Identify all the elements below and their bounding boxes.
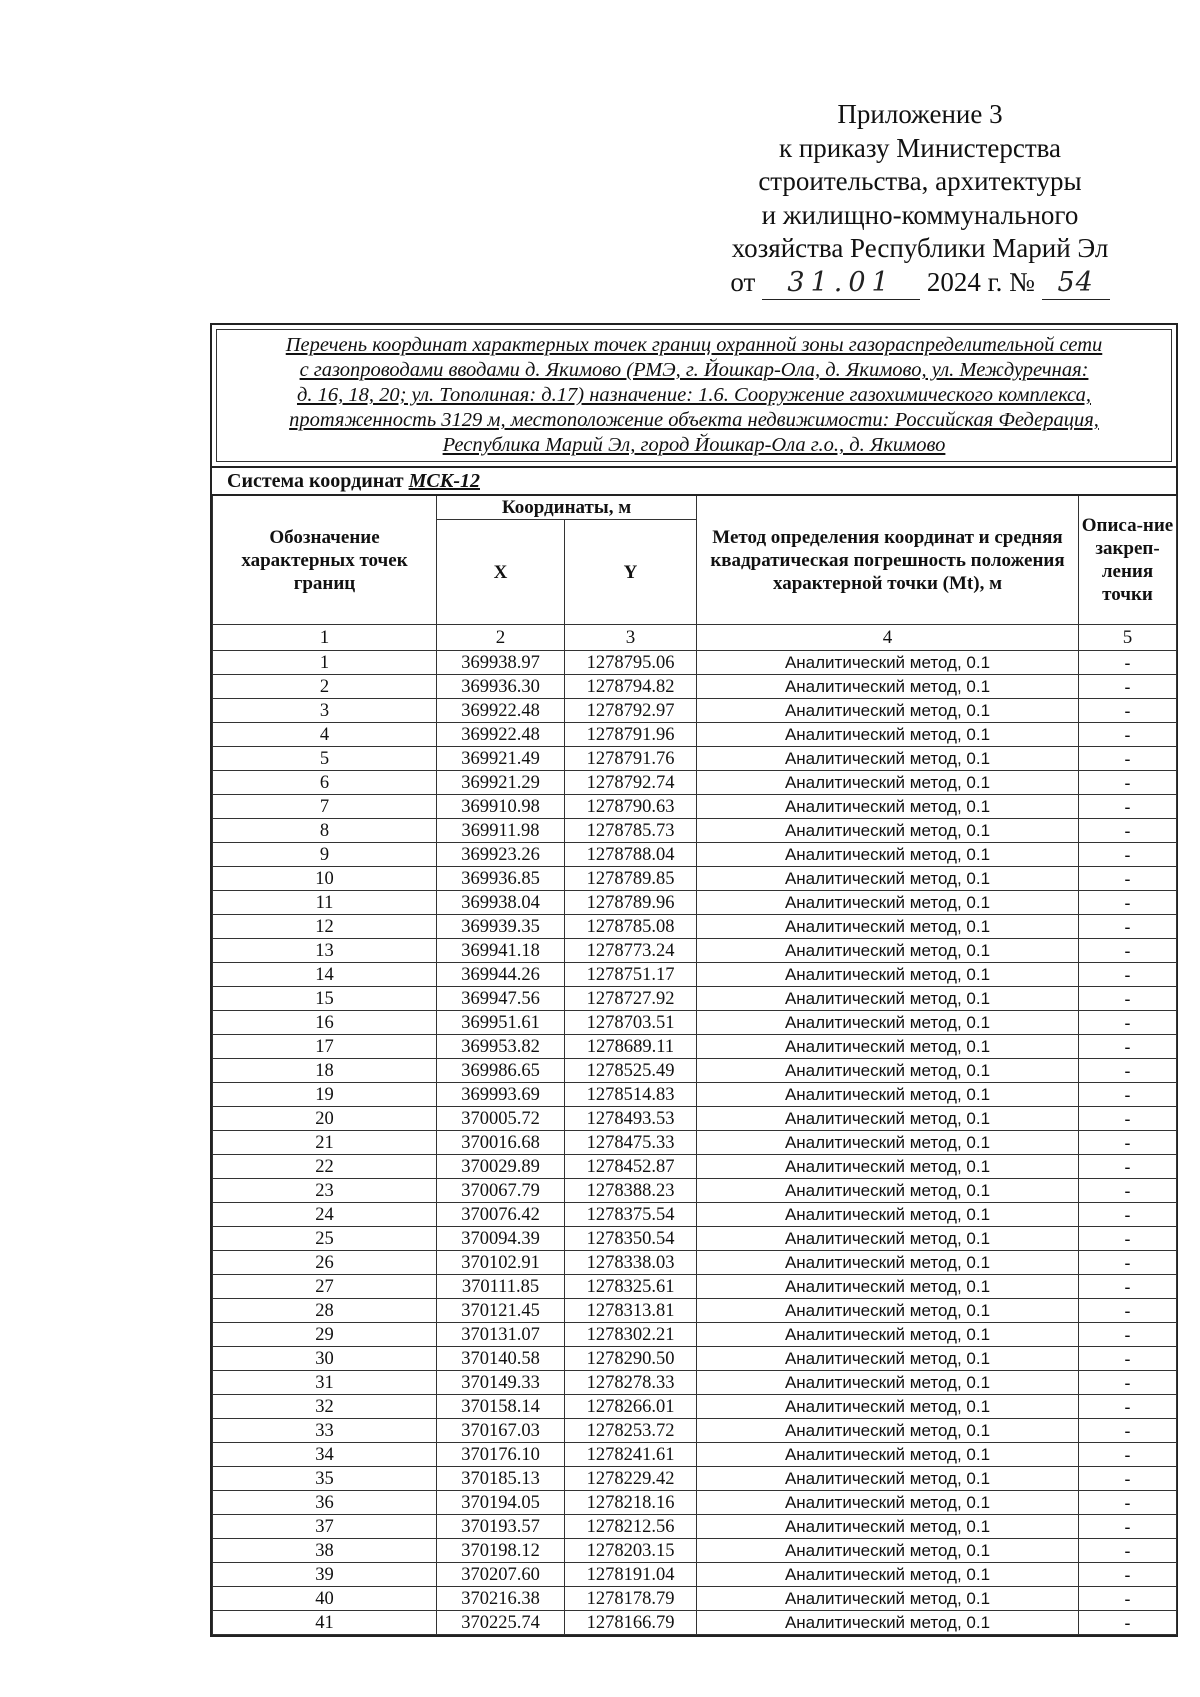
header-designation: Обозначение характерных точек границ — [213, 495, 437, 625]
point-number-cell: 14 — [213, 963, 437, 987]
column-number: 4 — [697, 625, 1079, 651]
y-coordinate-cell: 1278229.42 — [565, 1467, 697, 1491]
method-cell: Аналитический метод, 0.1 — [697, 1227, 1079, 1251]
caption-line: Перечень координат характерных точек границ охранной зоны газораспределительной сети — [285, 334, 1103, 356]
description-cell: - — [1079, 651, 1177, 675]
point-number-cell: 27 — [213, 1275, 437, 1299]
point-number-cell: 30 — [213, 1347, 437, 1371]
table-row — [213, 1083, 1177, 1107]
coordinate-system-row — [212, 466, 1176, 494]
method-cell: Аналитический метод, 0.1 — [697, 1515, 1079, 1539]
y-coordinate-cell: 1278514.83 — [565, 1083, 697, 1107]
method-cell: Аналитический метод, 0.1 — [697, 1467, 1079, 1491]
y-coordinate-cell: 1278388.23 — [565, 1179, 697, 1203]
x-coordinate-cell: 370029.89 — [437, 1155, 565, 1179]
x-coordinate-cell: 370140.58 — [437, 1347, 565, 1371]
point-number-cell: 35 — [213, 1467, 437, 1491]
table-row — [213, 1419, 1177, 1443]
table-row — [213, 771, 1177, 795]
point-number-cell: 5 — [213, 747, 437, 771]
method-cell: Аналитический метод, 0.1 — [697, 1083, 1079, 1107]
x-coordinate-cell: 369993.69 — [437, 1083, 565, 1107]
table-row — [213, 1371, 1177, 1395]
table-row — [213, 1611, 1177, 1635]
method-cell: Аналитический метод, 0.1 — [697, 1347, 1079, 1371]
y-coordinate-cell: 1278325.61 — [565, 1275, 697, 1299]
x-coordinate-cell: 370158.14 — [437, 1395, 565, 1419]
appendix-line: и жилищно-коммунального — [761, 199, 1079, 230]
point-number-cell: 19 — [213, 1083, 437, 1107]
appendix-line: хозяйства Республики Марий Эл — [731, 233, 1109, 263]
table-row — [213, 1179, 1177, 1203]
header-y: Y — [565, 520, 697, 625]
point-number-cell: 40 — [213, 1587, 437, 1611]
table-row — [213, 1059, 1177, 1083]
order-date-line — [700, 266, 1140, 301]
y-coordinate-cell: 1278751.17 — [565, 963, 697, 987]
table-row — [213, 915, 1177, 939]
y-coordinate-cell: 1278191.04 — [565, 1563, 697, 1587]
table-row — [213, 1323, 1177, 1347]
x-coordinate-cell: 370185.13 — [437, 1467, 565, 1491]
x-coordinate-cell: 369911.98 — [437, 819, 565, 843]
method-cell: Аналитический метод, 0.1 — [697, 1203, 1079, 1227]
table-row — [213, 867, 1177, 891]
point-number-cell: 25 — [213, 1227, 437, 1251]
x-coordinate-cell: 370216.38 — [437, 1587, 565, 1611]
table-row — [213, 1299, 1177, 1323]
method-cell: Аналитический метод, 0.1 — [697, 1563, 1079, 1587]
point-number-cell: 8 — [213, 819, 437, 843]
point-number-cell: 31 — [213, 1371, 437, 1395]
x-coordinate-cell: 369922.48 — [437, 723, 565, 747]
method-cell: Аналитический метод, 0.1 — [697, 795, 1079, 819]
appendix-line: к приказу Министерства — [778, 132, 1062, 163]
method-cell: Аналитический метод, 0.1 — [697, 1131, 1079, 1155]
method-cell: Аналитический метод, 0.1 — [697, 891, 1079, 915]
table-row — [213, 1443, 1177, 1467]
table-row — [213, 843, 1177, 867]
point-number-cell: 39 — [213, 1563, 437, 1587]
point-number-cell: 10 — [213, 867, 437, 891]
table-row — [213, 1515, 1177, 1539]
table-row — [213, 963, 1177, 987]
y-coordinate-cell: 1278452.87 — [565, 1155, 697, 1179]
method-cell: Аналитический метод, 0.1 — [697, 843, 1079, 867]
description-cell: - — [1079, 1155, 1177, 1179]
point-number-cell: 34 — [213, 1443, 437, 1467]
x-coordinate-cell: 370067.79 — [437, 1179, 565, 1203]
x-coordinate-cell: 370225.74 — [437, 1611, 565, 1635]
y-coordinate-cell: 1278313.81 — [565, 1299, 697, 1323]
description-cell: - — [1079, 1515, 1177, 1539]
table-row — [213, 891, 1177, 915]
x-coordinate-cell: 369944.26 — [437, 963, 565, 987]
x-coordinate-cell: 369941.18 — [437, 939, 565, 963]
appendix-line: строительства, архитектуры — [758, 166, 1082, 196]
method-cell: Аналитический метод, 0.1 — [697, 1299, 1079, 1323]
table-row — [213, 987, 1177, 1011]
y-coordinate-cell: 1278493.53 — [565, 1107, 697, 1131]
table-row — [213, 675, 1177, 699]
method-cell: Аналитический метод, 0.1 — [697, 1491, 1079, 1515]
description-cell: - — [1079, 771, 1177, 795]
x-coordinate-cell: 369936.85 — [437, 867, 565, 891]
description-cell: - — [1079, 1347, 1177, 1371]
point-number-cell: 24 — [213, 1203, 437, 1227]
method-cell: Аналитический метод, 0.1 — [697, 1107, 1079, 1131]
table-row — [213, 1155, 1177, 1179]
x-coordinate-cell: 370131.07 — [437, 1323, 565, 1347]
x-coordinate-cell: 370167.03 — [437, 1419, 565, 1443]
x-coordinate-cell: 370111.85 — [437, 1275, 565, 1299]
x-coordinate-cell: 370149.33 — [437, 1371, 565, 1395]
y-coordinate-cell: 1278525.49 — [565, 1059, 697, 1083]
method-cell: Аналитический метод, 0.1 — [697, 1179, 1079, 1203]
point-number-cell: 17 — [213, 1035, 437, 1059]
method-cell: Аналитический метод, 0.1 — [697, 1035, 1079, 1059]
caption-line: протяженность 3129 м, местоположение объекта недвижимости: Российская Федерация, — [289, 409, 1099, 431]
x-coordinate-cell: 370193.57 — [437, 1515, 565, 1539]
method-cell: Аналитический метод, 0.1 — [697, 1011, 1079, 1035]
x-coordinate-cell: 370016.68 — [437, 1131, 565, 1155]
table-row — [213, 1251, 1177, 1275]
description-cell: - — [1079, 1539, 1177, 1563]
caption-line: д. 16, 18, 20; ул. Тополиная: д.17) назначение: 1.6. Сооружение газохимического комплекса, — [296, 384, 1091, 406]
y-coordinate-cell: 1278689.11 — [565, 1035, 697, 1059]
coordinate-system-value: МСК-12 — [408, 470, 480, 492]
points-table-body — [213, 495, 1177, 1635]
point-number-cell: 20 — [213, 1107, 437, 1131]
y-coordinate-cell: 1278794.82 — [565, 675, 697, 699]
y-coordinate-cell: 1278785.08 — [565, 915, 697, 939]
column-number-row — [213, 625, 1177, 651]
y-coordinate-cell: 1278241.61 — [565, 1443, 697, 1467]
description-cell: - — [1079, 1035, 1177, 1059]
y-coordinate-cell: 1278792.74 — [565, 771, 697, 795]
column-number: 5 — [1079, 625, 1177, 651]
description-cell: - — [1079, 1443, 1177, 1467]
x-coordinate-cell: 369922.48 — [437, 699, 565, 723]
description-cell: - — [1079, 1395, 1177, 1419]
description-cell: - — [1079, 1179, 1177, 1203]
description-cell: - — [1079, 747, 1177, 771]
method-cell: Аналитический метод, 0.1 — [697, 1155, 1079, 1179]
method-cell: Аналитический метод, 0.1 — [697, 1323, 1079, 1347]
points-table — [212, 494, 1177, 1635]
x-coordinate-cell: 369986.65 — [437, 1059, 565, 1083]
method-cell: Аналитический метод, 0.1 — [697, 915, 1079, 939]
y-coordinate-cell: 1278773.24 — [565, 939, 697, 963]
description-cell: - — [1079, 1563, 1177, 1587]
method-cell: Аналитический метод, 0.1 — [697, 1395, 1079, 1419]
point-number-cell: 33 — [213, 1419, 437, 1443]
description-cell: - — [1079, 1107, 1177, 1131]
y-coordinate-cell: 1278166.79 — [565, 1611, 697, 1635]
description-cell: - — [1079, 1203, 1177, 1227]
x-coordinate-cell: 370194.05 — [437, 1491, 565, 1515]
description-cell: - — [1079, 819, 1177, 843]
y-coordinate-cell: 1278375.54 — [565, 1203, 697, 1227]
header-x: X — [437, 520, 565, 625]
x-coordinate-cell: 369921.29 — [437, 771, 565, 795]
point-number-cell: 32 — [213, 1395, 437, 1419]
point-number-cell: 9 — [213, 843, 437, 867]
description-cell: - — [1079, 1323, 1177, 1347]
column-number: 1 — [213, 625, 437, 651]
x-coordinate-cell: 369910.98 — [437, 795, 565, 819]
description-cell: - — [1079, 1251, 1177, 1275]
description-cell: - — [1079, 699, 1177, 723]
description-cell: - — [1079, 1371, 1177, 1395]
point-number-cell: 1 — [213, 651, 437, 675]
point-number-cell: 6 — [213, 771, 437, 795]
table-row — [213, 1539, 1177, 1563]
table-row — [213, 1227, 1177, 1251]
table-row — [213, 1203, 1177, 1227]
point-number-cell: 3 — [213, 699, 437, 723]
description-cell: - — [1079, 1299, 1177, 1323]
description-cell: - — [1079, 963, 1177, 987]
x-coordinate-cell: 370198.12 — [437, 1539, 565, 1563]
description-cell: - — [1079, 891, 1177, 915]
description-cell: - — [1079, 675, 1177, 699]
header-description: Описа-ние закреп-ления точки — [1079, 495, 1177, 625]
x-coordinate-cell: 369938.04 — [437, 891, 565, 915]
point-number-cell: 16 — [213, 1011, 437, 1035]
header-method: Метод определения координат и средняя квадратическая погрешность положения характерной точки (Mt), м — [697, 495, 1079, 625]
y-coordinate-cell: 1278475.33 — [565, 1131, 697, 1155]
table-row — [213, 699, 1177, 723]
method-cell: Аналитический метод, 0.1 — [697, 699, 1079, 723]
y-coordinate-cell: 1278338.03 — [565, 1251, 697, 1275]
point-number-cell: 21 — [213, 1131, 437, 1155]
method-cell: Аналитический метод, 0.1 — [697, 651, 1079, 675]
y-coordinate-cell: 1278790.63 — [565, 795, 697, 819]
x-coordinate-cell: 369939.35 — [437, 915, 565, 939]
y-coordinate-cell: 1278266.01 — [565, 1395, 697, 1419]
method-cell: Аналитический метод, 0.1 — [697, 1539, 1079, 1563]
point-number-cell: 29 — [213, 1323, 437, 1347]
description-cell: - — [1079, 867, 1177, 891]
point-number-cell: 37 — [213, 1515, 437, 1539]
table-header-row — [213, 495, 1177, 520]
description-cell: - — [1079, 915, 1177, 939]
x-coordinate-cell: 370102.91 — [437, 1251, 565, 1275]
x-coordinate-cell: 369923.26 — [437, 843, 565, 867]
description-cell: - — [1079, 1467, 1177, 1491]
appendix-header — [700, 98, 1140, 300]
method-cell: Аналитический метод, 0.1 — [697, 1251, 1079, 1275]
y-coordinate-cell: 1278212.56 — [565, 1515, 697, 1539]
point-number-cell: 22 — [213, 1155, 437, 1179]
y-coordinate-cell: 1278791.96 — [565, 723, 697, 747]
point-number-cell: 23 — [213, 1179, 437, 1203]
description-cell: - — [1079, 1131, 1177, 1155]
method-cell: Аналитический метод, 0.1 — [697, 939, 1079, 963]
y-coordinate-cell: 1278218.16 — [565, 1491, 697, 1515]
method-cell: Аналитический метод, 0.1 — [697, 1587, 1079, 1611]
point-number-cell: 26 — [213, 1251, 437, 1275]
description-cell: - — [1079, 1419, 1177, 1443]
point-number-cell: 7 — [213, 795, 437, 819]
date-prefix: от — [730, 266, 756, 297]
appendix-line: Приложение 3 — [837, 99, 1003, 129]
x-coordinate-cell: 369951.61 — [437, 1011, 565, 1035]
description-cell: - — [1079, 987, 1177, 1011]
table-row — [213, 651, 1177, 675]
x-coordinate-cell: 370005.72 — [437, 1107, 565, 1131]
description-cell: - — [1079, 1059, 1177, 1083]
y-coordinate-cell: 1278203.15 — [565, 1539, 697, 1563]
point-number-cell: 38 — [213, 1539, 437, 1563]
point-number-cell: 4 — [213, 723, 437, 747]
x-coordinate-cell: 370076.42 — [437, 1203, 565, 1227]
description-cell: - — [1079, 723, 1177, 747]
x-coordinate-cell: 369953.82 — [437, 1035, 565, 1059]
description-cell: - — [1079, 1275, 1177, 1299]
x-coordinate-cell: 370207.60 — [437, 1563, 565, 1587]
table-row — [213, 1587, 1177, 1611]
y-coordinate-cell: 1278795.06 — [565, 651, 697, 675]
y-coordinate-cell: 1278791.76 — [565, 747, 697, 771]
method-cell: Аналитический метод, 0.1 — [697, 675, 1079, 699]
x-coordinate-cell: 369936.30 — [437, 675, 565, 699]
point-number-cell: 15 — [213, 987, 437, 1011]
method-cell: Аналитический метод, 0.1 — [697, 1419, 1079, 1443]
method-cell: Аналитический метод, 0.1 — [697, 1059, 1079, 1083]
table-row — [213, 1035, 1177, 1059]
point-number-cell: 28 — [213, 1299, 437, 1323]
description-cell: - — [1079, 1491, 1177, 1515]
table-row — [213, 1563, 1177, 1587]
table-row — [213, 1275, 1177, 1299]
point-number-cell: 36 — [213, 1491, 437, 1515]
method-cell: Аналитический метод, 0.1 — [697, 1275, 1079, 1299]
y-coordinate-cell: 1278350.54 — [565, 1227, 697, 1251]
y-coordinate-cell: 1278302.21 — [565, 1323, 697, 1347]
table-row — [213, 939, 1177, 963]
method-cell: Аналитический метод, 0.1 — [697, 963, 1079, 987]
description-cell: - — [1079, 939, 1177, 963]
handwritten-date: 31.01 — [762, 266, 920, 301]
header-coords: Координаты, м — [437, 495, 697, 520]
point-number-cell: 41 — [213, 1611, 437, 1635]
description-cell: - — [1079, 795, 1177, 819]
method-cell: Аналитический метод, 0.1 — [697, 723, 1079, 747]
y-coordinate-cell: 1278789.96 — [565, 891, 697, 915]
method-cell: Аналитический метод, 0.1 — [697, 1611, 1079, 1635]
method-cell: Аналитический метод, 0.1 — [697, 819, 1079, 843]
description-cell: - — [1079, 1083, 1177, 1107]
method-cell: Аналитический метод, 0.1 — [697, 867, 1079, 891]
table-row — [213, 795, 1177, 819]
table-row — [213, 1395, 1177, 1419]
y-coordinate-cell: 1278789.85 — [565, 867, 697, 891]
y-coordinate-cell: 1278703.51 — [565, 1011, 697, 1035]
method-cell: Аналитический метод, 0.1 — [697, 1443, 1079, 1467]
x-coordinate-cell: 370176.10 — [437, 1443, 565, 1467]
method-cell: Аналитический метод, 0.1 — [697, 987, 1079, 1011]
description-cell: - — [1079, 843, 1177, 867]
description-cell: - — [1079, 1227, 1177, 1251]
point-number-cell: 2 — [213, 675, 437, 699]
column-number: 2 — [437, 625, 565, 651]
table-row — [213, 1131, 1177, 1155]
y-coordinate-cell: 1278785.73 — [565, 819, 697, 843]
y-coordinate-cell: 1278290.50 — [565, 1347, 697, 1371]
point-number-cell: 18 — [213, 1059, 437, 1083]
description-cell: - — [1079, 1587, 1177, 1611]
year-text: 2024 г. № — [926, 266, 1035, 297]
table-row — [213, 1347, 1177, 1371]
coordinates-table — [210, 323, 1178, 1637]
table-row — [213, 1011, 1177, 1035]
table-caption — [216, 329, 1172, 462]
y-coordinate-cell: 1278178.79 — [565, 1587, 697, 1611]
table-row — [213, 723, 1177, 747]
handwritten-order-number: 54 — [1042, 266, 1110, 301]
caption-line: Республика Марий Эл, город Йошкар-Ола г.о., д. Якимово — [442, 434, 946, 456]
y-coordinate-cell: 1278788.04 — [565, 843, 697, 867]
point-number-cell: 11 — [213, 891, 437, 915]
table-row — [213, 1467, 1177, 1491]
method-cell: Аналитический метод, 0.1 — [697, 771, 1079, 795]
table-row — [213, 1107, 1177, 1131]
coordinate-system-label: Система координат — [227, 470, 404, 492]
description-cell: - — [1079, 1611, 1177, 1635]
x-coordinate-cell: 370121.45 — [437, 1299, 565, 1323]
x-coordinate-cell: 369938.97 — [437, 651, 565, 675]
y-coordinate-cell: 1278727.92 — [565, 987, 697, 1011]
x-coordinate-cell: 369947.56 — [437, 987, 565, 1011]
method-cell: Аналитический метод, 0.1 — [697, 747, 1079, 771]
table-row — [213, 819, 1177, 843]
x-coordinate-cell: 369921.49 — [437, 747, 565, 771]
method-cell: Аналитический метод, 0.1 — [697, 1371, 1079, 1395]
table-row — [213, 747, 1177, 771]
y-coordinate-cell: 1278792.97 — [565, 699, 697, 723]
y-coordinate-cell: 1278253.72 — [565, 1419, 697, 1443]
table-row — [213, 1491, 1177, 1515]
point-number-cell: 12 — [213, 915, 437, 939]
column-number: 3 — [565, 625, 697, 651]
point-number-cell: 13 — [213, 939, 437, 963]
y-coordinate-cell: 1278278.33 — [565, 1371, 697, 1395]
description-cell: - — [1079, 1011, 1177, 1035]
x-coordinate-cell: 370094.39 — [437, 1227, 565, 1251]
caption-line: с газопроводами вводами д. Якимово (РМЭ, г. Йошкар-Ола, д. Якимово, ул. Междуречная: — [299, 359, 1089, 381]
